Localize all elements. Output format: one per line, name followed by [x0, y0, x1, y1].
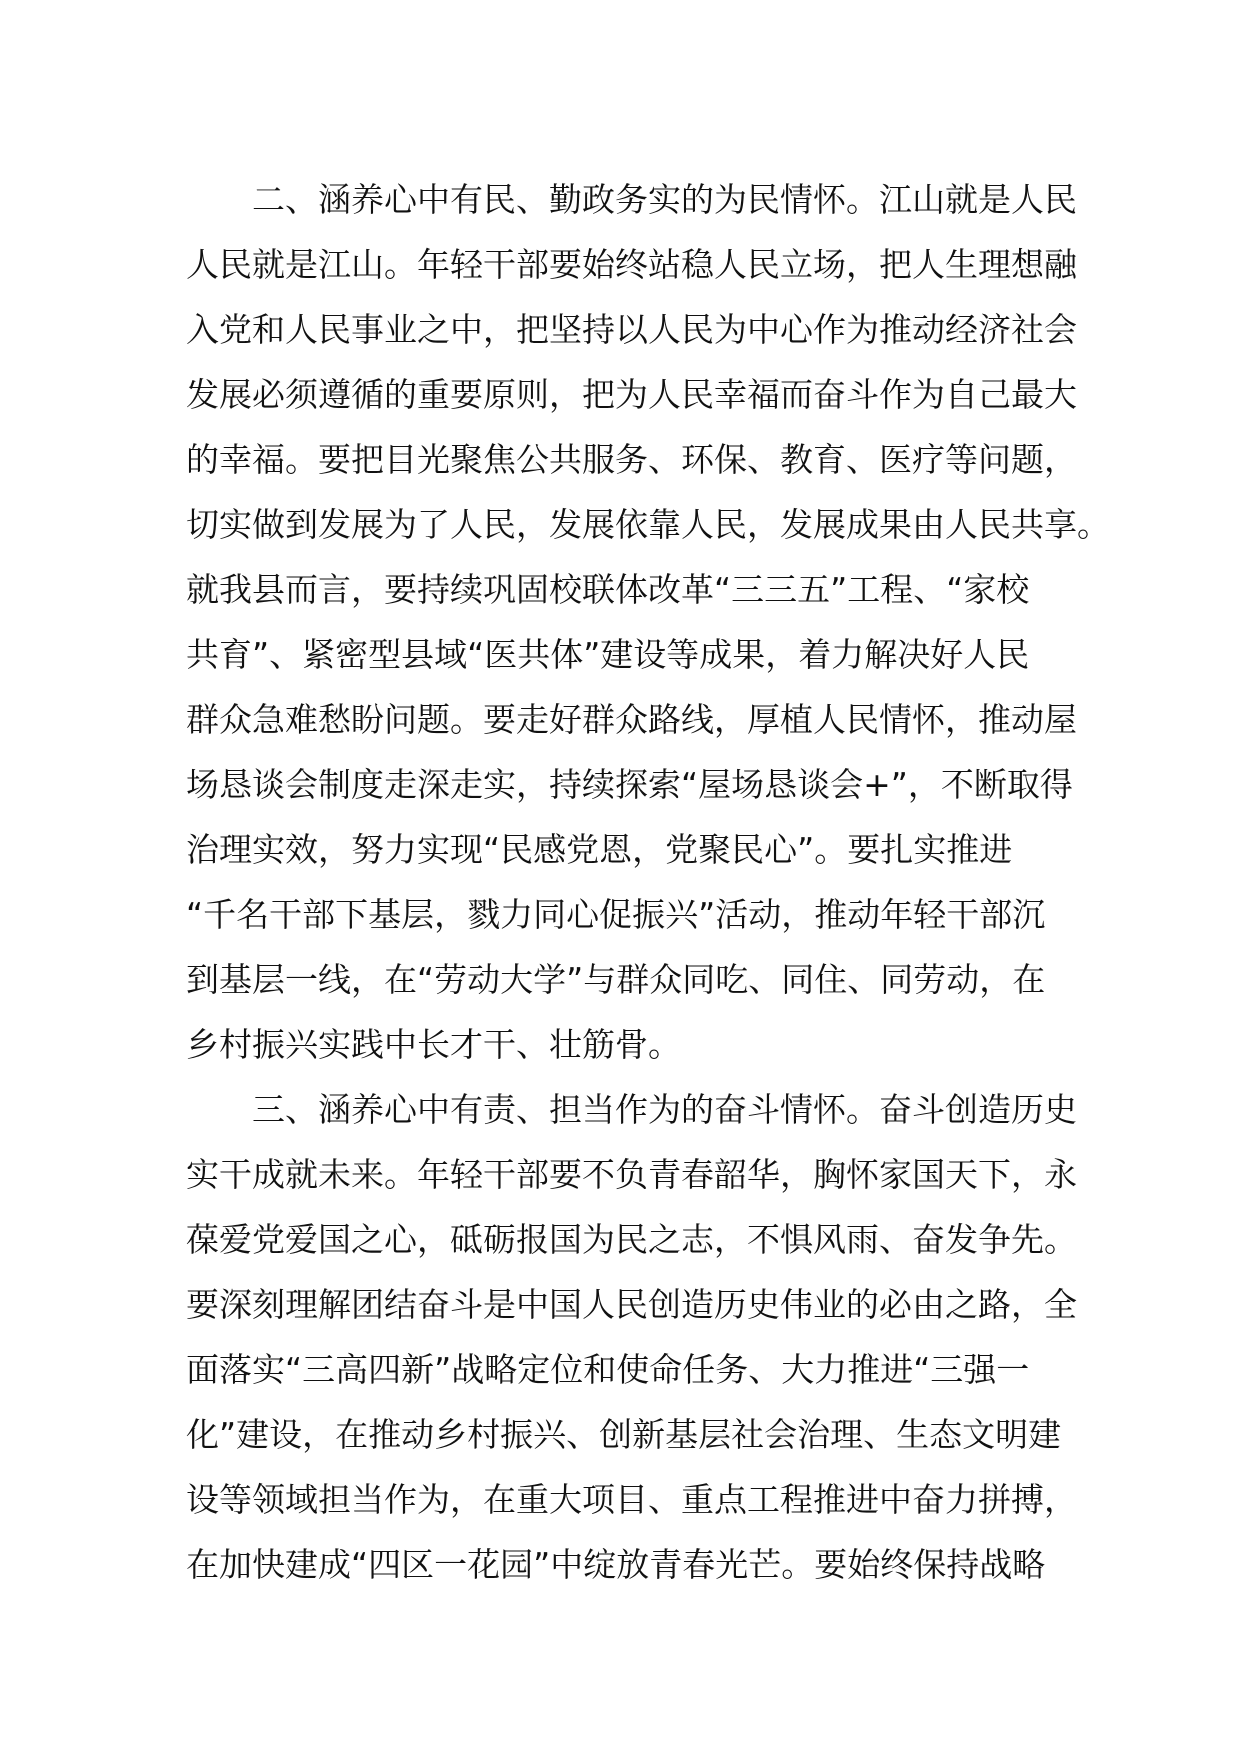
text-line: 发展必须遵循的重要原则，把为人民幸福而奋斗作为自己最大 [186, 375, 1077, 414]
text-line: 群众急难愁盼问题。要走好群众路线，厚植人民情怀，推动屋 [186, 700, 1077, 739]
text-line: 面落实“三高四新”战略定位和使命任务、大力推进“三强一 [186, 1350, 1030, 1389]
text-line: 要深刻理解团结奋斗是中国人民创造历史伟业的必由之路，全 [186, 1285, 1077, 1324]
text-line: 切实做到发展为了人民，发展依靠人民，发展成果由人民共享。 [186, 505, 1110, 544]
document-body [186, 167, 1110, 1597]
text-line: 实干成就未来。年轻干部要不负青春韶华，胸怀家国天下，永 [186, 1155, 1077, 1194]
text-line: 设等领域担当作为，在重大项目、重点工程推进中奋力拼搏， [186, 1480, 1077, 1519]
text-line: 入党和人民事业之中，把坚持以人民为中心作为推动经济社会 [186, 310, 1077, 349]
text-line: 共育”、紧密型县域“医共体”建设等成果，着力解决好人民 [186, 635, 1030, 674]
text-line: 三、涵养心中有责、担当作为的奋斗情怀。奋斗创造历史 [186, 1090, 1077, 1129]
text-line: “千名干部下基层，戮力同心促振兴”活动，推动年轻干部沉 [186, 895, 1046, 934]
text-line: 人民就是江山。年轻干部要始终站稳人民立场，把人生理想融 [186, 245, 1077, 284]
text-line: 乡村振兴实践中长才干、壮筋骨。 [186, 1025, 681, 1064]
text-line: 治理实效，努力实现“民感党恩，党聚民心”。要扎实推进 [186, 830, 1013, 869]
text-line: 就我县而言，要持续巩固校联体改革“三三五”工程、“家校 [186, 570, 1030, 609]
text-line: 二、涵养心中有民、勤政务实的为民情怀。江山就是人民 [186, 180, 1077, 219]
text-line: 场恳谈会制度走深走实，持续探索“屋场恳谈会+”，不断取得 [186, 765, 1073, 804]
text-line: 的幸福。要把目光聚焦公共服务、环保、教育、医疗等问题， [186, 440, 1077, 479]
text-line: 化”建设，在推动乡村振兴、创新基层社会治理、生态文明建 [186, 1415, 1062, 1454]
text-line: 葆爱党爱国之心，砥砺报国为民之志，不惧风雨、奋发争先。 [186, 1220, 1077, 1259]
text-line: 到基层一线，在“劳动大学”与群众同吃、同住、同劳动，在 [186, 960, 1046, 999]
text-line: 在加快建成“四区一花园”中绽放青春光芒。要始终保持战略 [186, 1545, 1046, 1584]
